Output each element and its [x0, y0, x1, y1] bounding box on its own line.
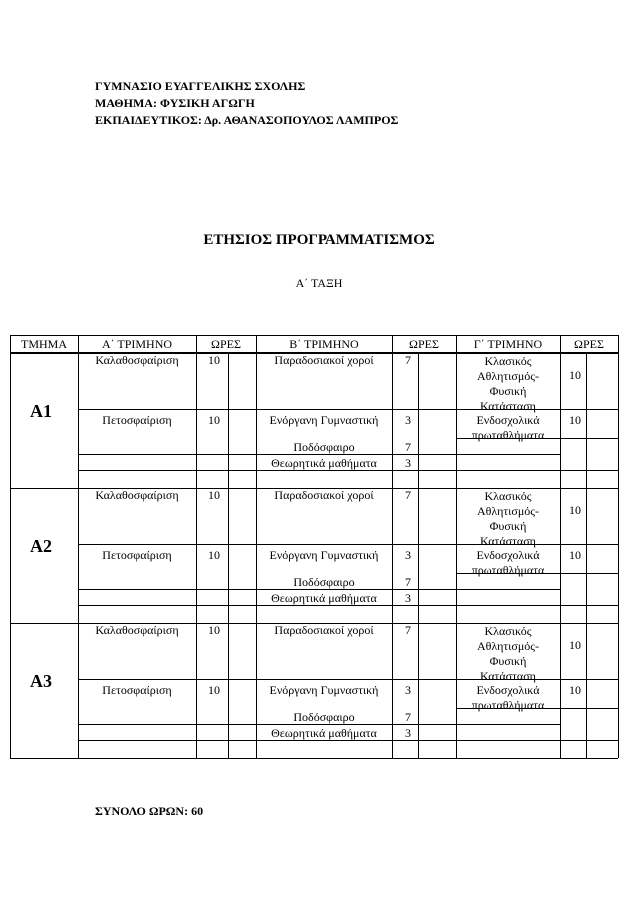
- table-cell: 3: [405, 413, 411, 427]
- table-cell: 10: [208, 683, 220, 697]
- table-cell: Ποδόσφαιρο: [293, 710, 355, 724]
- section-label: Α3: [30, 671, 52, 691]
- table-cell: 3: [405, 683, 411, 697]
- total-hours: ΣΥΝΟΛΟ ΩΡΩΝ: 60: [95, 804, 204, 818]
- table-cell: 10: [208, 488, 220, 502]
- table-rule: [560, 335, 561, 353]
- table-cell: Καλαθοσφαίριση: [95, 623, 179, 637]
- table-cell: 7: [405, 575, 411, 589]
- header-term-c: Γ΄ ΤΡΙΜΗΝΟ: [473, 337, 543, 351]
- table-cell: Παραδοσιακοί χοροί: [274, 353, 374, 367]
- table-cell: 3: [405, 591, 411, 605]
- header-hours-a: ΩΡΕΣ: [211, 337, 241, 351]
- table-cell: Πετοσφαίριση: [102, 683, 172, 697]
- table-rule: [618, 335, 619, 353]
- header-term-b: Β΄ ΤΡΙΜΗΝΟ: [289, 337, 359, 351]
- page-title: ΕΤΗΣΙΟΣ ΠΡΟΓΡΑΜΜΑΤΙΣΜΟΣ: [203, 232, 435, 248]
- table-rule: [10, 758, 618, 759]
- teacher-line: ΕΚΠΑΙΔΕΥΤΙΚΟΣ: Δρ. ΑΘΑΝΑΣΟΠΟΥΛΟΣ ΛΑΜΠΡΟΣ: [95, 113, 399, 127]
- table-cell: 3: [405, 456, 411, 470]
- table-cell: 3: [405, 726, 411, 740]
- table-rule: [456, 335, 457, 353]
- table-rule: [10, 353, 11, 488]
- table-cell: 7: [405, 488, 411, 502]
- table-cell: Παραδοσιακοί χοροί: [274, 623, 374, 637]
- table-rule: [256, 335, 257, 353]
- table-rule: [618, 623, 619, 758]
- table-cell: 7: [405, 353, 411, 367]
- table-cell: Ενόργανη Γυμναστική: [269, 548, 379, 562]
- table-cell: 10: [208, 548, 220, 562]
- table-rule: [10, 623, 11, 758]
- table-cell: Θεωρητικά μαθήματα: [271, 591, 377, 605]
- table-rule: [78, 409, 456, 410]
- table-cell: 10: [569, 638, 581, 652]
- table-cell: Πετοσφαίριση: [102, 413, 172, 427]
- table-rule: [196, 335, 197, 353]
- table-cell: Ενόργανη Γυμναστική: [269, 413, 379, 427]
- section-label: Α1: [30, 401, 52, 421]
- table-cell: Καλαθοσφαίριση: [95, 353, 179, 367]
- table-rule: [10, 488, 11, 623]
- table-cell: Ποδόσφαιρο: [293, 575, 355, 589]
- table-cell: 7: [405, 710, 411, 724]
- school-name: ΓΥΜΝΑΣΙΟ ΕΥΑΓΓΕΛΙΚΗΣ ΣΧΟΛΗΣ: [95, 79, 306, 93]
- table-cell: 7: [405, 623, 411, 637]
- table-cell: 10: [569, 413, 581, 427]
- table-cell: 7: [405, 440, 411, 454]
- header-section: ΤΜΗΜΑ: [20, 337, 67, 351]
- table-cell: Καλαθοσφαίριση: [95, 488, 179, 502]
- table-cell: Ενόργανη Γυμναστική: [269, 683, 379, 697]
- table-cell: Κλασικός Αθλητισμός- Φυσική Κατάσταση: [476, 624, 540, 683]
- table-cell: Παραδοσιακοί χοροί: [274, 488, 374, 502]
- table-cell: 10: [569, 368, 581, 382]
- table-rule: [78, 335, 79, 353]
- table-cell: Θεωρητικά μαθήματα: [271, 456, 377, 470]
- table-rule: [10, 335, 11, 353]
- table-cell: 10: [208, 353, 220, 367]
- table-rule: [78, 679, 456, 680]
- table-rule: [10, 335, 618, 336]
- table-cell: Κλασικός Αθλητισμός- Φυσική Κατάσταση: [476, 354, 540, 413]
- table-cell: 10: [569, 548, 581, 562]
- table-cell: Ενδοσχολικά πρωταθλήματα: [471, 683, 545, 712]
- table-rule: [618, 353, 619, 488]
- header-hours-b: ΩΡΕΣ: [409, 337, 439, 351]
- table-rule: [392, 335, 393, 353]
- table-cell: 3: [405, 548, 411, 562]
- table-cell: Ενδοσχολικά πρωταθλήματα: [471, 413, 545, 442]
- subject-line: ΜΑΘΗΜΑ: ΦΥΣΙΚΗ ΑΓΩΓΗ: [95, 96, 255, 110]
- table-cell: 10: [569, 683, 581, 697]
- table-cell: 10: [208, 623, 220, 637]
- class-subtitle: Α΄ ΤΑΞΗ: [295, 276, 343, 290]
- header-hours-c: ΩΡΕΣ: [574, 337, 604, 351]
- table-cell: Πετοσφαίριση: [102, 548, 172, 562]
- table-rule: [618, 488, 619, 623]
- table-cell: 10: [569, 503, 581, 517]
- table-cell: 10: [208, 413, 220, 427]
- table-cell: Ποδόσφαιρο: [293, 440, 355, 454]
- header-term-a: Α΄ ΤΡΙΜΗΝΟ: [101, 337, 173, 351]
- table-cell: Κλασικός Αθλητισμός- Φυσική Κατάσταση: [476, 489, 540, 548]
- table-rule: [78, 544, 456, 545]
- table-cell: Ενδοσχολικά πρωταθλήματα: [471, 548, 545, 577]
- table-cell: Θεωρητικά μαθήματα: [271, 726, 377, 740]
- section-label: Α2: [30, 536, 52, 556]
